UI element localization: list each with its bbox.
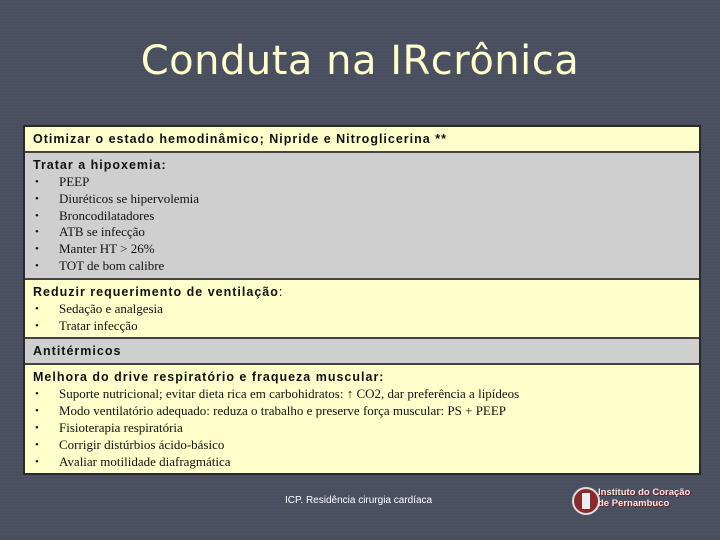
bullet-icon: • <box>35 388 39 401</box>
bullet-list <box>33 174 692 275</box>
footer-text: ICP. Residência cirurgia cardíaca <box>285 495 433 506</box>
bullet-icon: • <box>35 405 39 418</box>
bullet-icon: • <box>35 226 39 239</box>
bullet-list <box>33 301 692 335</box>
list-item: • Modo ventilatório adequado: reduza o trabalho e preserve força muscular: PS + PEEP <box>35 403 507 419</box>
bullet-icon: • <box>35 421 39 434</box>
row-heading: Melhora do drive respiratório e fraqueza muscular: <box>33 370 385 385</box>
bullet-icon: • <box>35 319 39 332</box>
list-item: • Broncodilatadores <box>35 207 155 223</box>
bullet-icon: • <box>35 192 39 205</box>
table-row <box>25 280 699 340</box>
row-heading: Antitérmicos <box>33 344 122 359</box>
list-item: • ATB se infecção <box>35 224 145 240</box>
list-item: • Suporte nutricional; evitar dieta rica em carbohidratos: ↑ CO2, dar preferência a lipídeos <box>35 386 520 402</box>
list-item: • Fisioterapia respiratória <box>35 419 183 435</box>
row-heading: Otimizar o estado hemodinâmico; Nipride e Nitroglicerina ** <box>33 132 447 146</box>
list-item: • Sedação e analgesia <box>35 300 163 316</box>
heart-logo-icon <box>572 487 600 515</box>
bullet-icon: • <box>35 243 39 256</box>
bullet-icon: • <box>35 438 39 451</box>
institution-logo <box>568 485 696 521</box>
bullet-list <box>33 386 692 470</box>
list-item: • Corrigir distúrbios ácido-básico <box>35 436 225 452</box>
bullet-icon: • <box>35 302 39 315</box>
bullet-icon: • <box>35 455 39 468</box>
conduct-table <box>23 125 701 475</box>
table-row <box>25 365 699 473</box>
table-row <box>25 127 699 153</box>
table-row <box>25 339 699 365</box>
list-item: • Diuréticos se hipervolemia <box>35 190 200 206</box>
list-item: • PEEP <box>35 174 90 189</box>
bullet-icon: • <box>35 209 39 222</box>
bullet-icon: • <box>35 176 39 188</box>
row-heading: Tratar a hipoxemia: <box>33 158 167 172</box>
row-heading: Reduzir requerimento de ventilação: <box>33 284 284 299</box>
logo-text: Instituto do Coração de Pernambuco <box>598 487 691 509</box>
list-item: • Avaliar motilidade diafragmática <box>35 453 231 469</box>
table-row <box>25 153 699 280</box>
bullet-icon: • <box>35 259 39 272</box>
slide-title: Conduta na IRcrônica <box>140 38 580 84</box>
list-item: • Tratar infecção <box>35 317 138 333</box>
list-item: • Manter HT > 26% <box>35 241 155 257</box>
list-item: • TOT de bom calibre <box>35 257 165 273</box>
